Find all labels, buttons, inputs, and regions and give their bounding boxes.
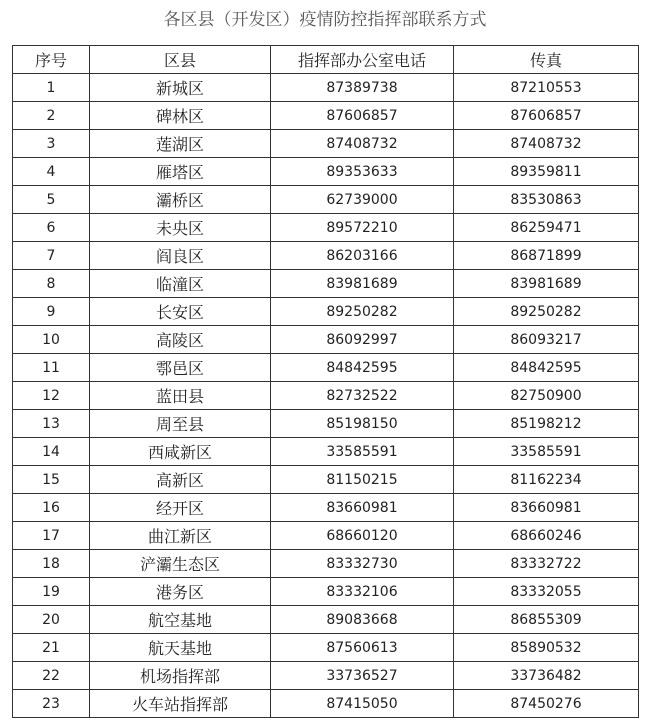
district-name: 鄠邑区 xyxy=(90,354,271,382)
fax-number: 33585591 xyxy=(454,438,639,466)
district-name: 机场指挥部 xyxy=(90,662,271,690)
fax-number: 86259471 xyxy=(454,214,639,242)
phone-number: 83981689 xyxy=(271,270,454,298)
fax-number: 87210553 xyxy=(454,74,639,102)
row-index: 4 xyxy=(13,158,90,186)
fax-number: 68660246 xyxy=(454,522,639,550)
table-row xyxy=(13,158,639,186)
fax-number: 85198212 xyxy=(454,410,639,438)
fax-number: 83530863 xyxy=(454,186,639,214)
table-row xyxy=(13,74,639,102)
table-row xyxy=(13,662,639,690)
row-index: 23 xyxy=(13,690,90,718)
table-row xyxy=(13,270,639,298)
row-index: 16 xyxy=(13,494,90,522)
fax-number: 33736482 xyxy=(454,662,639,690)
district-name: 西咸新区 xyxy=(90,438,271,466)
district-name: 浐灞生态区 xyxy=(90,550,271,578)
row-index: 2 xyxy=(13,102,90,130)
fax-number: 83332722 xyxy=(454,550,639,578)
district-name: 灞桥区 xyxy=(90,186,271,214)
district-name: 经开区 xyxy=(90,494,271,522)
phone-number: 82732522 xyxy=(271,382,454,410)
phone-number: 87415050 xyxy=(271,690,454,718)
district-name: 曲江新区 xyxy=(90,522,271,550)
phone-number: 33585591 xyxy=(271,438,454,466)
header-district: 区县 xyxy=(90,46,271,74)
table-row xyxy=(13,242,639,270)
row-index: 6 xyxy=(13,214,90,242)
district-name: 航空基地 xyxy=(90,606,271,634)
phone-number: 86203166 xyxy=(271,242,454,270)
row-index: 10 xyxy=(13,326,90,354)
fax-number: 83981689 xyxy=(454,270,639,298)
table-row xyxy=(13,466,639,494)
phone-number: 89353633 xyxy=(271,158,454,186)
row-index: 13 xyxy=(13,410,90,438)
fax-number: 83660981 xyxy=(454,494,639,522)
fax-number: 84842595 xyxy=(454,354,639,382)
table-row xyxy=(13,634,639,662)
table-row xyxy=(13,298,639,326)
table-row xyxy=(13,494,639,522)
table-row xyxy=(13,522,639,550)
phone-number: 62739000 xyxy=(271,186,454,214)
row-index: 8 xyxy=(13,270,90,298)
table-body xyxy=(13,74,639,718)
phone-number: 89250282 xyxy=(271,298,454,326)
district-name: 碑林区 xyxy=(90,102,271,130)
district-name: 周至县 xyxy=(90,410,271,438)
row-index: 20 xyxy=(13,606,90,634)
page-title: 各区县（开发区）疫情防控指挥部联系方式 xyxy=(163,10,487,30)
row-index: 17 xyxy=(13,522,90,550)
phone-number: 86092997 xyxy=(271,326,454,354)
phone-number: 87560613 xyxy=(271,634,454,662)
table-row xyxy=(13,410,639,438)
row-index: 19 xyxy=(13,578,90,606)
fax-number: 86855309 xyxy=(454,606,639,634)
phone-number: 87408732 xyxy=(271,130,454,158)
table-row xyxy=(13,690,639,718)
district-name: 高陵区 xyxy=(90,326,271,354)
row-index: 5 xyxy=(13,186,90,214)
table-row xyxy=(13,186,639,214)
row-index: 15 xyxy=(13,466,90,494)
row-index: 11 xyxy=(13,354,90,382)
phone-number: 89572210 xyxy=(271,214,454,242)
table-row xyxy=(13,578,639,606)
fax-number: 82750900 xyxy=(454,382,639,410)
district-name: 航天基地 xyxy=(90,634,271,662)
district-name: 新城区 xyxy=(90,74,271,102)
district-name: 蓝田县 xyxy=(90,382,271,410)
table-row xyxy=(13,354,639,382)
row-index: 14 xyxy=(13,438,90,466)
phone-number: 87389738 xyxy=(271,74,454,102)
fax-number: 85890532 xyxy=(454,634,639,662)
table-row xyxy=(13,326,639,354)
district-name: 高新区 xyxy=(90,466,271,494)
table-row xyxy=(13,606,639,634)
row-index: 12 xyxy=(13,382,90,410)
phone-number: 33736527 xyxy=(271,662,454,690)
phone-number: 83660981 xyxy=(271,494,454,522)
district-name: 临潼区 xyxy=(90,270,271,298)
district-name: 莲湖区 xyxy=(90,130,271,158)
row-index: 18 xyxy=(13,550,90,578)
district-name: 雁塔区 xyxy=(90,158,271,186)
row-index: 21 xyxy=(13,634,90,662)
table-row xyxy=(13,382,639,410)
district-name: 港务区 xyxy=(90,578,271,606)
row-index: 3 xyxy=(13,130,90,158)
row-index: 7 xyxy=(13,242,90,270)
row-index: 22 xyxy=(13,662,90,690)
phone-number: 84842595 xyxy=(271,354,454,382)
fax-number: 86093217 xyxy=(454,326,639,354)
contact-table xyxy=(12,45,639,718)
table-row xyxy=(13,214,639,242)
phone-number: 85198150 xyxy=(271,410,454,438)
header-fax: 传真 xyxy=(454,46,639,74)
district-name: 长安区 xyxy=(90,298,271,326)
phone-number: 87606857 xyxy=(271,102,454,130)
fax-number: 87408732 xyxy=(454,130,639,158)
phone-number: 83332730 xyxy=(271,550,454,578)
fax-number: 83332055 xyxy=(454,578,639,606)
table-row xyxy=(13,130,639,158)
header-index: 序号 xyxy=(13,46,90,74)
district-name: 火车站指挥部 xyxy=(90,690,271,718)
phone-number: 81150215 xyxy=(271,466,454,494)
fax-number: 86871899 xyxy=(454,242,639,270)
fax-number: 81162234 xyxy=(454,466,639,494)
table-header-row xyxy=(13,46,639,74)
phone-number: 89083668 xyxy=(271,606,454,634)
fax-number: 87450276 xyxy=(454,690,639,718)
fax-number: 89359811 xyxy=(454,158,639,186)
district-name: 阎良区 xyxy=(90,242,271,270)
phone-number: 83332106 xyxy=(271,578,454,606)
row-index: 1 xyxy=(13,74,90,102)
table-row xyxy=(13,550,639,578)
table-row xyxy=(13,438,639,466)
phone-number: 68660120 xyxy=(271,522,454,550)
district-name: 未央区 xyxy=(90,214,271,242)
fax-number: 89250282 xyxy=(454,298,639,326)
fax-number: 87606857 xyxy=(454,102,639,130)
table-row xyxy=(13,102,639,130)
header-phone: 指挥部办公室电话 xyxy=(271,46,454,74)
row-index: 9 xyxy=(13,298,90,326)
